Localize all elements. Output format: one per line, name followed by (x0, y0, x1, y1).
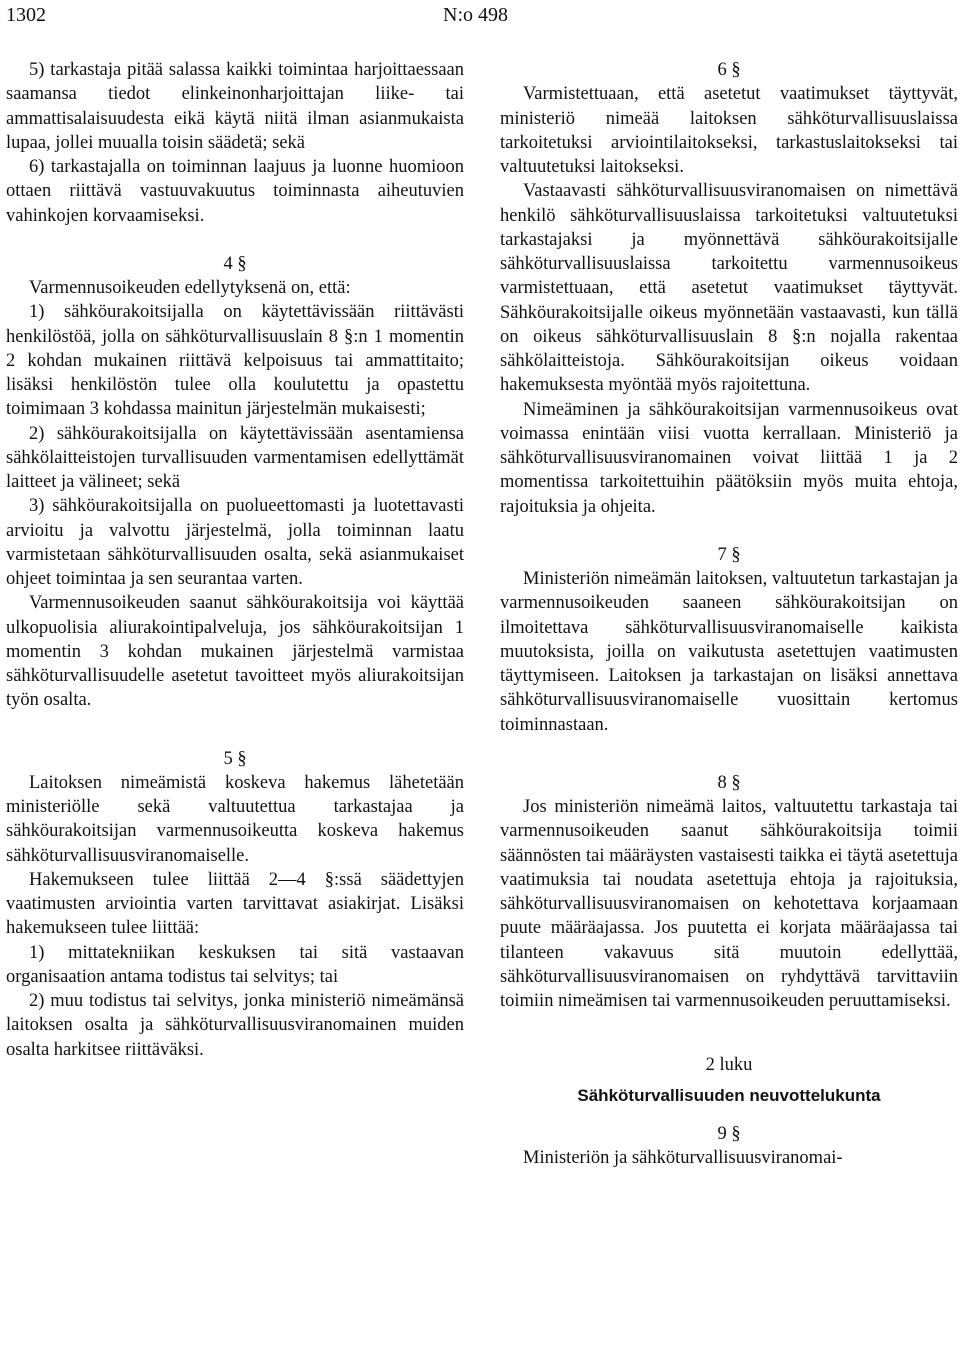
paragraph: 3) sähköurakoitsijalla on puolueettomasti ja luotettavasti arvioitu ja valvottu järjestelmä, jolla toiminnan laatu varmistetaan sähköturvallisuuden osalta, sekä asianmukaiset ohjeet toimintaa ja sen seurantaa varten. (6, 496, 464, 589)
paragraph: Jos ministeriön nimeämä laitos, valtuutettu tarkastaja tai varmennusoikeuden saanut sähköurakoitsija toimii säännösten tai määräysten vastaisesti taikka ei täytä asetettuja vaatimuksia tai noudata asetettuja ehtoja ja rajoituksia, sähköturvallisuusviranomaisen on kehotettava korjaamaan puute määräajassa. Jos puutetta ei korjata määräajassa tai tilanteen vakavuus sitä muutoin edellyttää, sähköturvallisuusviranomaisen on ryhdyttävä tarvittaviin toimiin nimeämisen tai varmennusoikeuden peruuttamiseksi. (500, 797, 958, 1011)
paragraph: Varmennusoikeuden edellytyksenä on, että: (29, 278, 351, 298)
paragraph: Nimeäminen ja sähköurakoitsijan varmennusoikeus ovat voimassa enintään viisi vuotta kerrallaan. Ministeriö ja sähköturvallisuusviranomainen voivat liittää 1 ja 2 momentissa tarkoitettuihin päätöksiin myös muita ehtoja, rajoituksia ja ohjeita. (500, 399, 958, 517)
paragraph: Hakemukseen tulee liittää 2—4 §:ssä säädettyjen vaatimusten arviointia varten tarvittavat asiakirjat. Lisäksi hakemukseen tulee liittää: (6, 869, 464, 939)
paragraph: Laitoksen nimeämistä koskeva hakemus lähetetään ministeriölle sekä valtuutettua tarkastajaa ja sähköurakoitsijan varmennusoikeutta koskeva hakemus sähköturvallisuusviranomaiselle. (6, 772, 464, 866)
section-heading-4: 4 § (223, 253, 247, 274)
section-heading-8: 8 § (717, 772, 741, 793)
paragraph: Varmennusoikeuden saanut sähköurakoitsija voi käyttää ulkopuolisia aliurakointipalveluja, jos sähköurakoitsijan 1 momentin 3 kohdan mukainen järjestelmä varmistaa sähköturvallisuudelle asetetut tavoitteet myös aliurakoitsijan työn osalta. (6, 593, 464, 711)
paragraph: Varmistettuaan, että asetetut vaatimukset täyttyvät, ministeriö nimeää laitoksen sähköturvallisuuslaissa tarkoitetuksi arviointilaitokseksi, tarkastuslaitokseksi tai valtuutetuksi laitokseksi. (500, 84, 958, 177)
paragraph: 1) mittatekniikan keskuksen tai sitä vastaavan organisaation antama todistus tai selvitys; tai (6, 942, 464, 987)
paragraph: Ministeriön ja sähköturvallisuusviranomai- (523, 1148, 843, 1168)
paragraph: 1) sähköurakoitsijalla on käytettävissään riittävästi henkilöstöä, jolla on sähköturvallisuuslain 8 §:n 1 momentin 2 kohdan mukainen riittävä kelpoisuus tai ammattitaito; lisäksi henkilöstön tulee olla koulutettu ja opastettu toimimaan 3 kohdassa mainitun järjestelmän mukaisesti; (6, 302, 464, 420)
paragraph: 2) muu todistus tai selvitys, jonka ministeriö nimeämänsä laitoksen osalta ja sähköturvallisuusviranomainen muiden osalta harkitsee riittäväksi. (6, 991, 464, 1060)
page-header (0, 2, 960, 28)
section-heading-9: 9 § (717, 1123, 741, 1144)
page-number: 1302 (6, 4, 46, 26)
section-heading-5: 5 § (223, 748, 247, 769)
paragraph: 6) tarkastajalla on toiminnan laajuus ja luonne huomioon ottaen riittävä vastuuvakuutus toiminnasta aiheutuvien vahinkojen korvaamiseksi. (6, 157, 464, 226)
left-column (6, 58, 464, 1062)
right-column (500, 58, 958, 1170)
section-heading-7: 7 § (717, 544, 741, 565)
issue-number: N:o 498 (443, 4, 508, 26)
chapter-title: Sähköturvallisuuden neuvottelukunta (577, 1085, 881, 1105)
paragraph: 5) tarkastaja pitää salassa kaikki toimintaa harjoittaessaan saamansa tiedot elinkeinonharjoittajan liike- tai ammattisalaisuudesta eikä käytä niitä ilman asianmukaista lupaa, jollei muualla toisin säädetä; sekä (6, 60, 464, 153)
paragraph: 2) sähköurakoitsijalla on käytettävissään asentamiensa sähkölaitteistojen turvallisuuden varmentamisen edellyttämät laitteet ja välineet; sekä (6, 423, 464, 492)
paragraph: Ministeriön nimeämän laitoksen, valtuutetun tarkastajan ja varmennusoikeuden saaneen sähköurakoitsijan on ilmoitettava sähköturvallisuusviranomaiselle kaikista muutoksista, joilla on vaikutusta asetettujen vaatimusten täyttymiseen. Laitoksen ja tarkastajan on lisäksi annettava sähköturvallisuusviranomaiselle vuosittain kertomus toiminnastaan. (500, 569, 958, 735)
section-heading-6: 6 § (717, 60, 741, 80)
chapter-number: 2 luku (705, 1055, 753, 1076)
paragraph: Vastaavasti sähköturvallisuusviranomaisen on nimettävä henkilö sähköturvallisuuslaissa tarkoitetuksi valtuutetuksi tarkastajaksi ja myönnettävä sähköurakoitsijalle sähköturvallisuuslaissa tarkoitettu varmennusoikeus varmistettuaan, että asetetut vaatimukset täyttyvät. Sähköurakoitsijalle oikeus myönnetään vastaavasti, kun tällä on oikeus sähköturvallisuuslain 8 §:n nojalla rakentaa sähkölaitteistoja. Sähköurakoitsijan oikeus voidaan hakemuksesta myöntää myös rajoitettuna. (500, 181, 958, 396)
